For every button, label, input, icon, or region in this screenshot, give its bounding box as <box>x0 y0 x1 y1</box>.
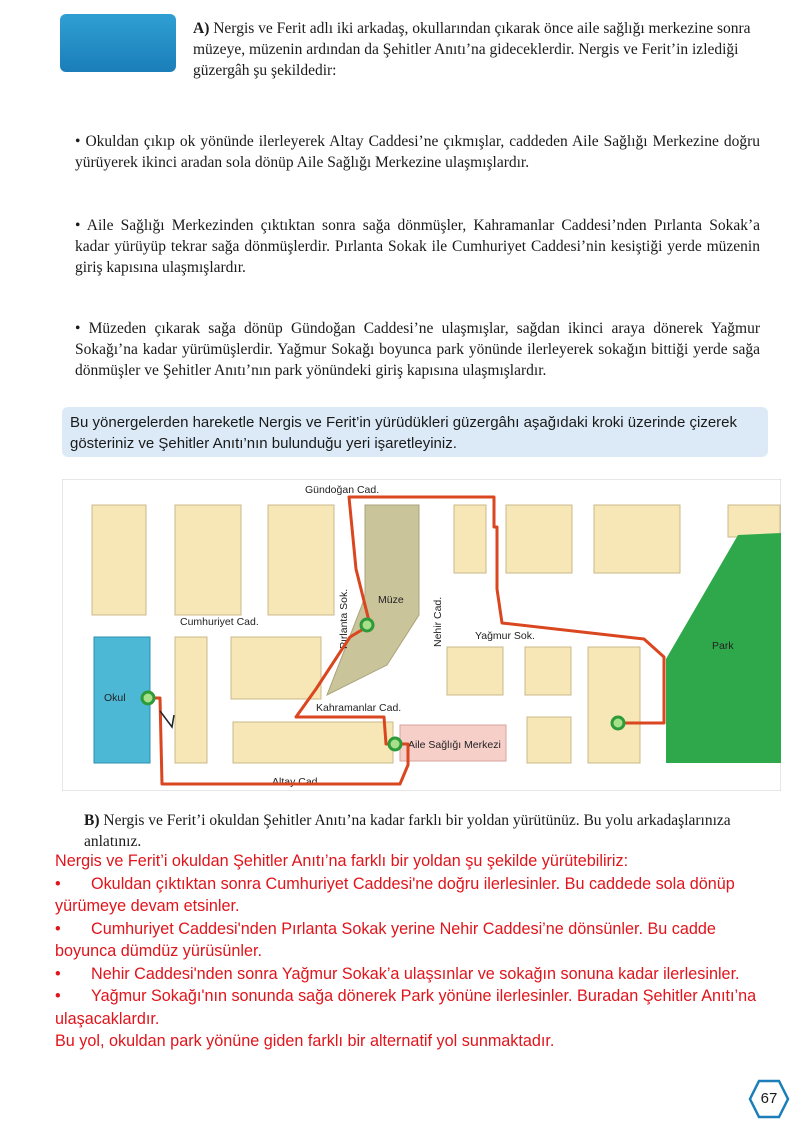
cumhuriyet-label: Cumhuriyet Cad. <box>180 616 259 628</box>
block <box>268 505 334 615</box>
block <box>231 637 321 699</box>
route-step-text: Müzeden çıkarak sağa dönüp Gündoğan Caddesi’ne ulaşmışlar, sağdan ikinci araya dönerek Yağmur Sokağı’na kadar yürümüşlerdir. Yağmur Sokağı boyunca park yönünde ilerleyerek sokağın bittiği yerde sağa dönmüşler ve Şehitler Anıtı’nın park yönündeki giriş kapısına ulaşmışlardır. <box>75 320 760 379</box>
health-center-label: Aile Sağlığı Merkezi <box>408 739 501 751</box>
route-step-3 <box>75 318 760 381</box>
block <box>728 505 780 537</box>
page-number: 67 <box>760 1090 778 1107</box>
answer-item-2 <box>55 918 805 941</box>
block <box>454 505 486 573</box>
bullet-symbol: • <box>55 987 61 1005</box>
answer-conclusion: Bu yol, okuldan park yönüne giden farklı bir alternatif yol sunmaktadır. <box>55 1032 555 1050</box>
answer-item-2-cont: boyunca dümdüz yürüsünler. <box>55 942 262 960</box>
route-sketch-map <box>62 479 781 791</box>
bullet-symbol: • <box>55 874 61 893</box>
answer-item-1 <box>55 873 805 896</box>
block <box>175 505 241 615</box>
answer-item-text: Okuldan çıktıktan sonra Cumhuriyet Caddesi'ne doğru ilerlesinler. Bu caddede sola dönüp <box>91 874 735 893</box>
yagmur-label: Yağmur Sok. <box>475 630 535 642</box>
instruction-box: Bu yönergelerden hareketle Nergis ve Ferit’in yürüdükleri güzergâhı aşağıdaki kroki üzerinde çizerek gösteriniz ve Şehitler Anıtı’nın bulunduğu yeri işaretleyiniz. <box>62 407 768 457</box>
answer-item-text: Nehir Caddesi'nden sonra Yağmur Sokak’a ulaşsınlar ve sokağın sonuna kadar ilerlesinler. <box>91 964 740 983</box>
page-number-badge <box>748 1079 790 1119</box>
answer-item-1-cont: yürümeye devam etsinler. <box>55 897 240 915</box>
school-label: Okul <box>104 692 126 704</box>
answer-item-4-cont: ulaşacaklardır. <box>55 1009 160 1028</box>
pirlanta-label: Pırlanta Sok. <box>338 588 350 649</box>
museum-label: Müze <box>378 594 404 606</box>
answer-item-text: Cumhuriyet Caddesi'nden Pırlanta Sokak yerine Nehir Caddesi’ne dönsünler. Bu cadde <box>91 919 716 938</box>
section-b-text <box>84 810 774 852</box>
section-a-text: Nergis ve Ferit adlı iki arkadaş, okullarından çıkarak önce aile sağlığı merkezine sonra müzeye, müzenin ardından da Şehitler Anıtı’na gideceklerdir. Nergis ve Ferit’in izlediği güzergâh şu şekildedir: <box>193 20 751 79</box>
answer-block <box>55 850 805 1053</box>
route-step-text: Aile Sağlığı Merkezinden çıktıktan sonra sağa dönmüşler, Kahramanlar Caddesi’nden Pırlanta Sokak’a kadar yürüyüp tekrar sağa dönmüşlerdir. Pırlanta Sokak ile Cumhuriyet Caddesi’nin kesiştiği yerde müzenin giriş kapısına ulaşmışlardır. <box>75 217 760 276</box>
block <box>233 722 393 763</box>
block <box>588 647 640 763</box>
block <box>527 717 571 763</box>
block <box>506 505 572 573</box>
health-center-marker <box>389 738 401 750</box>
answer-intro: Nergis ve Ferit’i okuldan Şehitler Anıtı’na farklı bir yoldan şu şekilde yürütebiliriz: <box>55 852 629 870</box>
section-b-body: Nergis ve Ferit’i okuldan Şehitler Anıtı’na kadar farklı bir yoldan yürütünüz. Bu yolu arkadaşlarınıza anlatınız. <box>84 812 731 850</box>
section-b-label: B) <box>84 812 100 829</box>
bullet-symbol: • <box>55 919 61 938</box>
gundogan-label: Gündoğan Cad. <box>305 484 380 496</box>
bullet-symbol: • <box>75 320 81 337</box>
bullet-symbol: • <box>55 964 61 983</box>
kahramanlar-label: Kahramanlar Cad. <box>316 702 402 714</box>
answer-item-text: Yağmur Sokağı'nın sonunda sağa dönerek Park yönüne ilerlesinler. Buradan Şehitler Anıtı’na <box>91 987 757 1005</box>
block <box>447 647 503 695</box>
answer-item-3 <box>55 963 805 986</box>
block <box>92 505 146 615</box>
nehir-label: Nehir Cad. <box>432 596 444 647</box>
route-step-2 <box>75 215 760 278</box>
park-label: Park <box>712 640 734 652</box>
park-entrance-marker <box>612 717 624 729</box>
altay-label: Altay Cad. <box>272 776 321 788</box>
route-step-text: Okuldan çıkıp ok yönünde ilerleyerek Altay Caddesi’ne çıkmışlar, caddeden Aile Sağlığı Merkezine doğru yürüyerek ikinci aradan sola dönüp Aile Sağlığı Merkezine ulaşmışlardır. <box>75 133 761 171</box>
museum-marker <box>361 619 373 631</box>
bullet-symbol: • <box>75 133 81 150</box>
block <box>175 637 207 763</box>
section-a-label: A) <box>193 20 210 37</box>
answer-item-4 <box>55 985 805 1008</box>
section-tab-decoration <box>60 14 176 72</box>
school-marker <box>142 692 154 704</box>
block <box>525 647 571 695</box>
section-a-intro <box>193 18 763 81</box>
route-step-1 <box>75 131 760 173</box>
bullet-symbol: • <box>75 217 81 234</box>
block <box>594 505 680 573</box>
